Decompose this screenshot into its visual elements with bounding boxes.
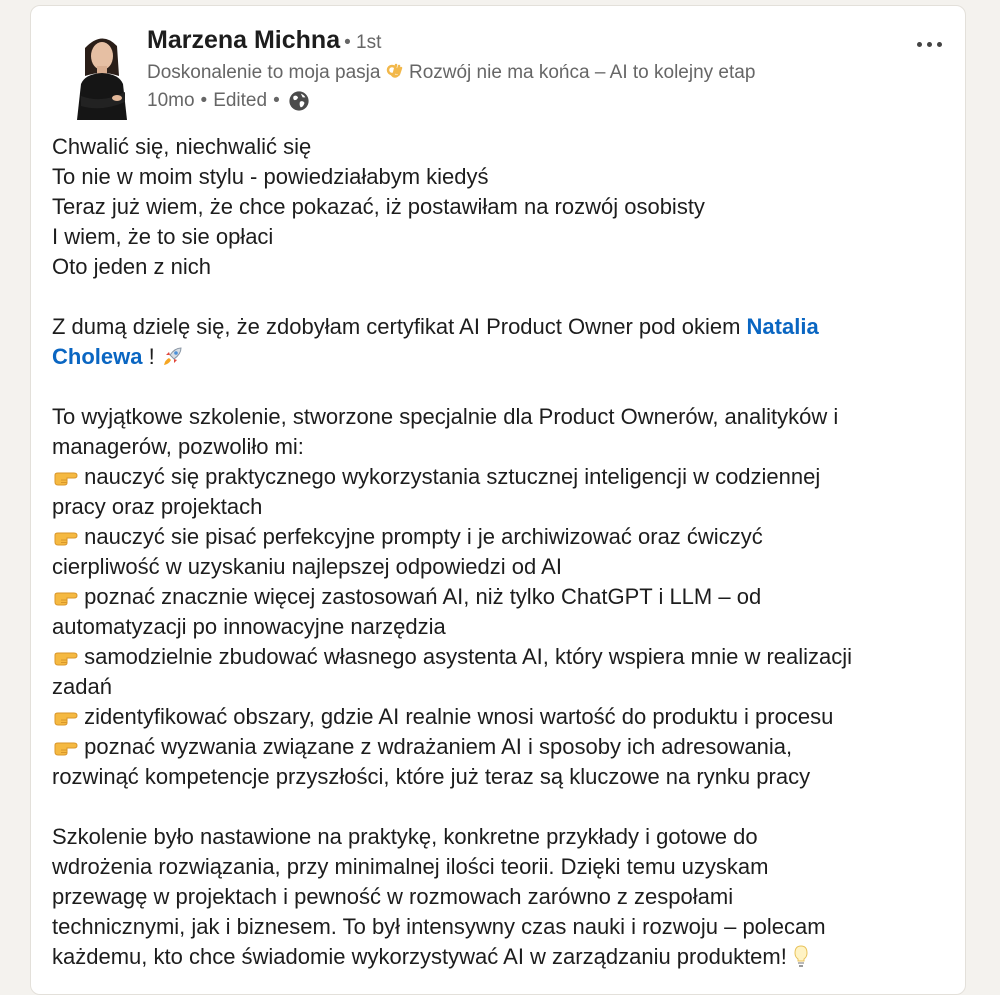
intro-line: Teraz już wiem, że chce pokazać, iż postawiłam na rozwój osobisty bbox=[52, 194, 705, 219]
rocket-icon bbox=[161, 344, 185, 368]
dot-icon bbox=[917, 42, 922, 47]
intro-line: Oto jeden z nich bbox=[52, 254, 211, 279]
dot-icon bbox=[927, 42, 932, 47]
headline-text-part2: Rozwój nie ma końca – AI to kolejny etap bbox=[408, 62, 756, 83]
author-avatar[interactable] bbox=[55, 26, 149, 120]
benefit-line bbox=[52, 762, 951, 792]
paragraph-gap bbox=[52, 372, 951, 402]
author-headline bbox=[147, 62, 755, 84]
closing-line bbox=[52, 942, 951, 972]
benefit-item bbox=[52, 462, 951, 522]
closing-text: każdemu, kto chce świadomie wykorzystywać AI w zarządzaniu produktem! bbox=[52, 944, 787, 969]
benefit-list bbox=[52, 462, 951, 792]
benefit-line bbox=[52, 672, 951, 702]
benefit-item bbox=[52, 642, 951, 702]
benefit-item bbox=[52, 702, 951, 732]
paragraph-gap bbox=[52, 282, 951, 312]
benefit-text: nauczyć sie pisać perfekcyjne prompty i je archiwizować oraz ćwiczyć bbox=[84, 524, 763, 549]
edited-label: Edited bbox=[213, 90, 268, 111]
post-meta bbox=[147, 90, 310, 112]
intro-line: Chwalić się, niechwalić się bbox=[52, 134, 312, 159]
globe-icon bbox=[288, 90, 310, 112]
benefit-line bbox=[52, 612, 951, 642]
light-bulb-icon bbox=[793, 944, 809, 968]
pointing-hand-icon bbox=[52, 648, 78, 668]
closing-line: przewagę w projektach i pewność w rozmowach zarówno z zespołami bbox=[52, 884, 734, 909]
paragraph-gap bbox=[52, 792, 951, 822]
mention-link[interactable]: Natalia bbox=[746, 314, 819, 339]
benefit-text: cierpliwość w uzyskaniu najlepszej odpowiedzi od AI bbox=[52, 554, 562, 579]
benefit-line bbox=[52, 702, 951, 732]
certificate-text-end: ! bbox=[142, 344, 155, 369]
certificate-text: Z dumą dzielę się, że zdobyłam certyfikat AI Product Owner pod okiem bbox=[52, 314, 747, 339]
benefit-text: zidentyfikować obszary, gdzie AI realnie wnosi wartość do produktu i procesu bbox=[84, 704, 834, 729]
author-name-text[interactable]: Marzena Michna bbox=[147, 26, 341, 54]
training-intro-line: managerów, pozwoliło mi: bbox=[52, 434, 304, 459]
intro-line: To nie w moim stylu - powiedziałabym kiedyś bbox=[52, 164, 489, 189]
benefit-line bbox=[52, 522, 951, 552]
post-age: 10mo bbox=[147, 90, 195, 111]
connection-degree: • 1st bbox=[344, 32, 382, 53]
benefit-text: poznać znacznie więcej zastosowań AI, niż tylko ChatGPT i LLM – od bbox=[84, 584, 762, 609]
mention-link[interactable]: Cholewa bbox=[52, 344, 143, 369]
pointing-hand-icon bbox=[52, 588, 78, 608]
certificate-line bbox=[52, 342, 951, 372]
benefit-line bbox=[52, 642, 951, 672]
closing-line: wdrożenia rozwiązania, przy minimalnej ilości teorii. Dzięki temu uzyskam bbox=[52, 854, 769, 879]
intro-line: I wiem, że to sie opłaci bbox=[52, 224, 274, 249]
benefit-text: nauczyć się praktycznego wykorzystania sztucznej inteligencji w codziennej bbox=[84, 464, 821, 489]
ok-hand-icon bbox=[386, 62, 404, 82]
benefit-line bbox=[52, 462, 951, 492]
benefit-item bbox=[52, 522, 951, 582]
meta-separator: • bbox=[273, 90, 280, 111]
benefit-text: pracy oraz projektach bbox=[52, 494, 263, 519]
benefit-item bbox=[52, 732, 951, 792]
post-body bbox=[52, 132, 951, 972]
closing-line: Szkolenie było nastawione na praktykę, konkretne przykłady i gotowe do bbox=[52, 824, 758, 849]
pointing-hand-icon bbox=[52, 528, 78, 548]
closing-line: technicznymi, jak i biznesem. To był intensywny czas nauki i rozwoju – polecam bbox=[52, 914, 826, 939]
pointing-hand-icon bbox=[52, 708, 78, 728]
post-card bbox=[30, 5, 966, 995]
headline-text-part1: Doskonalenie to moja pasja bbox=[147, 62, 381, 83]
training-intro-line: To wyjątkowe szkolenie, stworzone specjalnie dla Product Ownerów, analityków i bbox=[52, 404, 839, 429]
pointing-hand-icon bbox=[52, 738, 78, 758]
benefit-item bbox=[52, 582, 951, 642]
more-options-button[interactable] bbox=[917, 40, 943, 50]
dot-icon bbox=[937, 42, 942, 47]
benefit-text: samodzielnie zbudować własnego asystenta AI, który wspiera mnie w realizacji bbox=[84, 644, 853, 669]
benefit-line bbox=[52, 732, 951, 762]
pointing-hand-icon bbox=[52, 468, 78, 488]
benefit-line bbox=[52, 492, 951, 522]
benefit-line bbox=[52, 552, 951, 582]
benefit-text: poznać wyzwania związane z wdrażaniem AI i sposoby ich adresowania, bbox=[84, 734, 793, 759]
author-name[interactable] bbox=[147, 26, 381, 55]
benefit-text: rozwinąć kompetencje przyszłości, które już teraz są kluczowe na rynku pracy bbox=[52, 764, 811, 789]
benefit-text: zadań bbox=[52, 674, 112, 699]
meta-separator: • bbox=[200, 90, 208, 111]
benefit-line bbox=[52, 582, 951, 612]
certificate-line bbox=[52, 312, 951, 342]
benefit-text: automatyzacji po innowacyjne narzędzia bbox=[52, 614, 446, 639]
